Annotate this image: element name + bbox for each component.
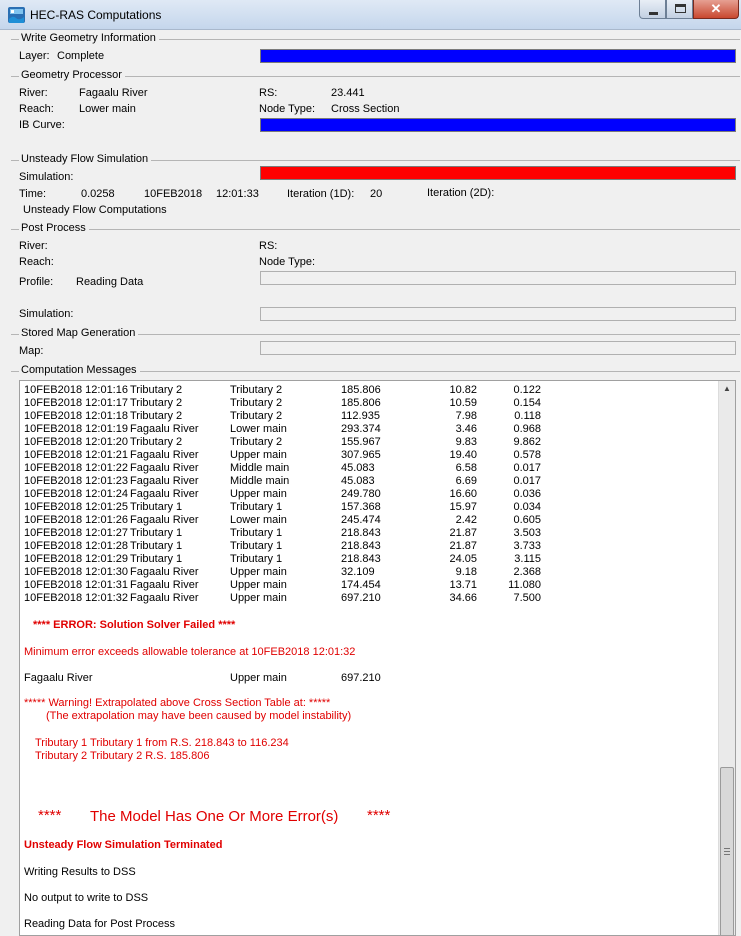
warning-subline: (The extrapolation may have been caused by model instability) bbox=[46, 710, 352, 722]
row-rs: 45.083 bbox=[341, 475, 375, 487]
row-reach: Middle main bbox=[230, 462, 290, 474]
simulation-progress-fill bbox=[261, 167, 735, 179]
row-value-2: 0.017 bbox=[513, 475, 541, 487]
unsteady-flow-legend: Unsteady Flow Simulation bbox=[19, 153, 151, 165]
row-reach: Tributary 2 bbox=[230, 384, 283, 396]
gp-river-label: River: bbox=[19, 87, 48, 99]
row-datetime: 10FEB2018 12:01:23 bbox=[24, 475, 128, 487]
window-title: HEC-RAS Computations bbox=[30, 8, 162, 22]
pp-profile-label: Profile: bbox=[19, 276, 54, 288]
layer-label: Layer: bbox=[19, 50, 50, 62]
row-rs: 174.454 bbox=[341, 579, 381, 591]
pp-node-type-label: Node Type: bbox=[259, 256, 316, 268]
row-value-1: 34.66 bbox=[449, 592, 477, 604]
row-value-2: 0.118 bbox=[514, 410, 541, 422]
row-value-1: 6.69 bbox=[455, 475, 477, 487]
row-datetime: 10FEB2018 12:01:21 bbox=[24, 449, 128, 461]
pp-profile-progress-bar bbox=[260, 271, 736, 285]
geometry-processor-progress-fill bbox=[261, 119, 735, 131]
row-value-1: 13.71 bbox=[449, 579, 477, 591]
row-reach: Tributary 2 bbox=[230, 410, 283, 422]
row-river: Fagaalu River bbox=[130, 514, 199, 526]
row-river: Fagaalu River bbox=[130, 475, 199, 487]
iteration-2d-label: Iteration (2D): bbox=[427, 187, 495, 199]
pp-profile-value: Reading Data bbox=[76, 276, 144, 288]
maximize-button[interactable] bbox=[666, 0, 693, 19]
simulation-terminated-line: Unsteady Flow Simulation Terminated bbox=[24, 839, 223, 851]
gp-reach-value: Lower main bbox=[79, 103, 136, 115]
row-reach: Tributary 1 bbox=[230, 527, 283, 539]
row-value-1: 16.60 bbox=[449, 488, 477, 500]
gp-rs-label: RS: bbox=[259, 87, 278, 99]
row-rs: 155.967 bbox=[341, 436, 381, 448]
extrapolation-line-1: Tributary 1 Tributary 1 from R.S. 218.843 to 116.234 bbox=[35, 737, 289, 749]
row-rs: 185.806 bbox=[341, 397, 381, 409]
row-value-1: 15.97 bbox=[449, 501, 477, 513]
row-rs: 218.843 bbox=[341, 527, 381, 539]
row-value-2: 0.034 bbox=[513, 501, 541, 513]
minimize-button[interactable] bbox=[639, 0, 666, 19]
minimize-icon bbox=[649, 12, 658, 15]
fail-river: Fagaalu River bbox=[24, 672, 93, 684]
row-river: Fagaalu River bbox=[130, 566, 199, 578]
maximize-icon bbox=[675, 4, 686, 13]
row-value-2: 0.036 bbox=[513, 488, 541, 500]
row-value-1: 3.46 bbox=[455, 423, 477, 435]
fail-reach: Upper main bbox=[230, 672, 287, 684]
clock-value: 12:01:33 bbox=[216, 188, 259, 200]
row-river: Tributary 1 bbox=[130, 501, 183, 513]
simulation-progress-bar bbox=[260, 166, 736, 180]
error-solver-failed-line: **** ERROR: Solution Solver Failed **** bbox=[33, 619, 236, 631]
row-reach: Upper main bbox=[230, 488, 287, 500]
row-rs: 185.806 bbox=[341, 384, 381, 396]
scrollbar-thumb[interactable] bbox=[720, 767, 734, 936]
no-output-line: No output to write to DSS bbox=[24, 892, 149, 904]
row-value-2: 0.122 bbox=[513, 384, 541, 396]
row-rs: 307.965 bbox=[341, 449, 381, 461]
writing-results-line: Writing Results to DSS bbox=[24, 866, 136, 878]
row-river: Tributary 2 bbox=[130, 384, 183, 396]
row-rs: 112.935 bbox=[341, 410, 380, 422]
write-geometry-progress-fill bbox=[261, 50, 735, 62]
row-reach: Lower main bbox=[230, 514, 287, 526]
unsteady-status-text: Unsteady Flow Computations bbox=[23, 204, 167, 216]
row-reach: Middle main bbox=[230, 475, 290, 487]
row-value-1: 10.59 bbox=[449, 397, 477, 409]
row-value-2: 3.115 bbox=[514, 553, 541, 565]
close-icon: ✕ bbox=[710, 1, 722, 16]
min-error-line: Minimum error exceeds allowable tolerance at 10FEB2018 12:01:32 bbox=[24, 646, 356, 658]
row-datetime: 10FEB2018 12:01:27 bbox=[24, 527, 128, 539]
row-rs: 218.843 bbox=[341, 540, 381, 552]
gp-node-type-label: Node Type: bbox=[259, 103, 316, 115]
row-value-1: 9.83 bbox=[455, 436, 477, 448]
row-value-1: 19.40 bbox=[449, 449, 477, 461]
row-value-1: 7.98 bbox=[455, 410, 477, 422]
row-value-2: 3.503 bbox=[513, 527, 541, 539]
scroll-up-arrow-icon[interactable]: ▲ bbox=[723, 384, 731, 393]
gp-node-type-value: Cross Section bbox=[331, 103, 400, 115]
row-rs: 245.474 bbox=[341, 514, 381, 526]
time-label: Time: bbox=[19, 188, 47, 200]
row-datetime: 10FEB2018 12:01:24 bbox=[24, 488, 128, 500]
gp-river-value: Fagaalu River bbox=[79, 87, 148, 99]
row-value-2: 11.080 bbox=[508, 579, 541, 591]
row-river: Fagaalu River bbox=[130, 579, 199, 591]
row-reach: Lower main bbox=[230, 423, 287, 435]
gp-reach-label: Reach: bbox=[19, 103, 54, 115]
simulation-label: Simulation: bbox=[19, 171, 74, 183]
map-label: Map: bbox=[19, 345, 44, 357]
row-value-2: 0.017 bbox=[513, 462, 541, 474]
row-value-1: 6.58 bbox=[455, 462, 477, 474]
title-bar[interactable] bbox=[0, 0, 741, 30]
row-value-2: 0.968 bbox=[513, 423, 541, 435]
row-datetime: 10FEB2018 12:01:28 bbox=[24, 540, 128, 552]
geometry-processor-legend: Geometry Processor bbox=[19, 69, 125, 81]
row-value-1: 24.05 bbox=[449, 553, 477, 565]
pp-rs-label: RS: bbox=[259, 240, 278, 252]
map-progress-bar bbox=[260, 341, 736, 355]
row-rs: 293.374 bbox=[341, 423, 381, 435]
warning-line: ***** Warning! Extrapolated above Cross Section Table at: ***** bbox=[24, 697, 331, 709]
row-river: Tributary 2 bbox=[130, 397, 183, 409]
row-datetime: 10FEB2018 12:01:22 bbox=[24, 462, 128, 474]
row-river: Fagaalu River bbox=[130, 423, 199, 435]
row-river: Tributary 2 bbox=[130, 410, 183, 422]
close-button[interactable] bbox=[693, 0, 739, 19]
row-datetime: 10FEB2018 12:01:32 bbox=[24, 592, 128, 604]
model-error-banner: The Model Has One Or More Error(s) bbox=[90, 808, 339, 825]
row-reach: Tributary 1 bbox=[230, 553, 283, 565]
layer-value: Complete bbox=[57, 50, 105, 62]
write-geometry-progress-bar bbox=[260, 49, 736, 63]
row-river: Tributary 2 bbox=[130, 436, 183, 448]
date-value: 10FEB2018 bbox=[144, 188, 203, 200]
iteration-1d-label: Iteration (1D): bbox=[287, 188, 355, 200]
row-reach: Upper main bbox=[230, 592, 287, 604]
scroll-grip-icon bbox=[724, 848, 730, 855]
gp-ib-curve-label: IB Curve: bbox=[19, 119, 65, 131]
row-datetime: 10FEB2018 12:01:31 bbox=[24, 579, 128, 591]
row-value-1: 9.18 bbox=[455, 566, 477, 578]
row-river: Tributary 1 bbox=[130, 540, 183, 552]
row-value-1: 2.42 bbox=[455, 514, 477, 526]
row-rs: 218.843 bbox=[341, 553, 381, 565]
row-river: Fagaalu River bbox=[130, 592, 199, 604]
row-datetime: 10FEB2018 12:01:26 bbox=[24, 514, 128, 526]
row-rs: 249.780 bbox=[341, 488, 381, 500]
row-river: Tributary 1 bbox=[130, 553, 183, 565]
pp-river-label: River: bbox=[19, 240, 48, 252]
row-value-2: 0.605 bbox=[513, 514, 541, 526]
stored-map-legend: Stored Map Generation bbox=[19, 327, 138, 339]
model-error-stars-left: **** bbox=[38, 807, 62, 824]
row-value-2: 7.500 bbox=[513, 592, 541, 604]
pp-simulation-label: Simulation: bbox=[19, 308, 74, 320]
row-datetime: 10FEB2018 12:01:19 bbox=[24, 423, 128, 435]
iteration-1d-value: 20 bbox=[370, 188, 383, 200]
row-value-1: 21.87 bbox=[449, 527, 477, 539]
gp-rs-value: 23.441 bbox=[331, 87, 365, 99]
row-value-1: 21.87 bbox=[449, 540, 477, 552]
row-reach: Tributary 1 bbox=[230, 540, 283, 552]
row-reach: Upper main bbox=[230, 579, 287, 591]
row-river: Fagaalu River bbox=[130, 488, 199, 500]
row-value-2: 3.733 bbox=[513, 540, 541, 552]
model-error-stars-right: **** bbox=[367, 807, 391, 824]
row-datetime: 10FEB2018 12:01:29 bbox=[24, 553, 128, 565]
row-datetime: 10FEB2018 12:01:17 bbox=[24, 397, 128, 409]
row-rs: 157.368 bbox=[341, 501, 381, 513]
computation-messages-textbox[interactable] bbox=[19, 380, 736, 936]
row-value-1: 10.82 bbox=[449, 384, 477, 396]
row-datetime: 10FEB2018 12:01:25 bbox=[24, 501, 128, 513]
row-reach: Upper main bbox=[230, 566, 287, 578]
computation-messages-legend: Computation Messages bbox=[19, 364, 140, 376]
geometry-processor-progress-bar bbox=[260, 118, 736, 132]
time-value: 0.0258 bbox=[81, 188, 115, 200]
row-reach: Tributary 1 bbox=[230, 501, 283, 513]
row-value-2: 9.862 bbox=[513, 436, 541, 448]
row-value-2: 0.578 bbox=[513, 449, 541, 461]
row-datetime: 10FEB2018 12:01:18 bbox=[24, 410, 128, 422]
messages-scrollbar[interactable] bbox=[718, 381, 735, 935]
reading-data-line: Reading Data for Post Process bbox=[24, 918, 176, 930]
row-value-2: 0.154 bbox=[513, 397, 541, 409]
row-river: Fagaalu River bbox=[130, 462, 199, 474]
write-geometry-legend: Write Geometry Information bbox=[19, 32, 159, 44]
row-datetime: 10FEB2018 12:01:30 bbox=[24, 566, 128, 578]
row-rs: 32.109 bbox=[341, 566, 375, 578]
post-process-legend: Post Process bbox=[19, 222, 89, 234]
row-river: Fagaalu River bbox=[130, 449, 199, 461]
row-value-2: 2.368 bbox=[513, 566, 541, 578]
extrapolation-line-2: Tributary 2 Tributary 2 R.S. 185.806 bbox=[35, 750, 210, 762]
window-controls bbox=[639, 0, 739, 21]
pp-simulation-progress-bar bbox=[260, 307, 736, 321]
row-reach: Tributary 2 bbox=[230, 436, 283, 448]
row-rs: 697.210 bbox=[341, 592, 381, 604]
row-reach: Upper main bbox=[230, 449, 287, 461]
row-rs: 45.083 bbox=[341, 462, 375, 474]
hec-ras-app-icon bbox=[8, 7, 25, 23]
row-datetime: 10FEB2018 12:01:20 bbox=[24, 436, 128, 448]
fail-rs: 697.210 bbox=[341, 672, 381, 684]
row-reach: Tributary 2 bbox=[230, 397, 283, 409]
row-river: Tributary 1 bbox=[130, 527, 183, 539]
pp-reach-label: Reach: bbox=[19, 256, 54, 268]
row-datetime: 10FEB2018 12:01:16 bbox=[24, 384, 128, 396]
